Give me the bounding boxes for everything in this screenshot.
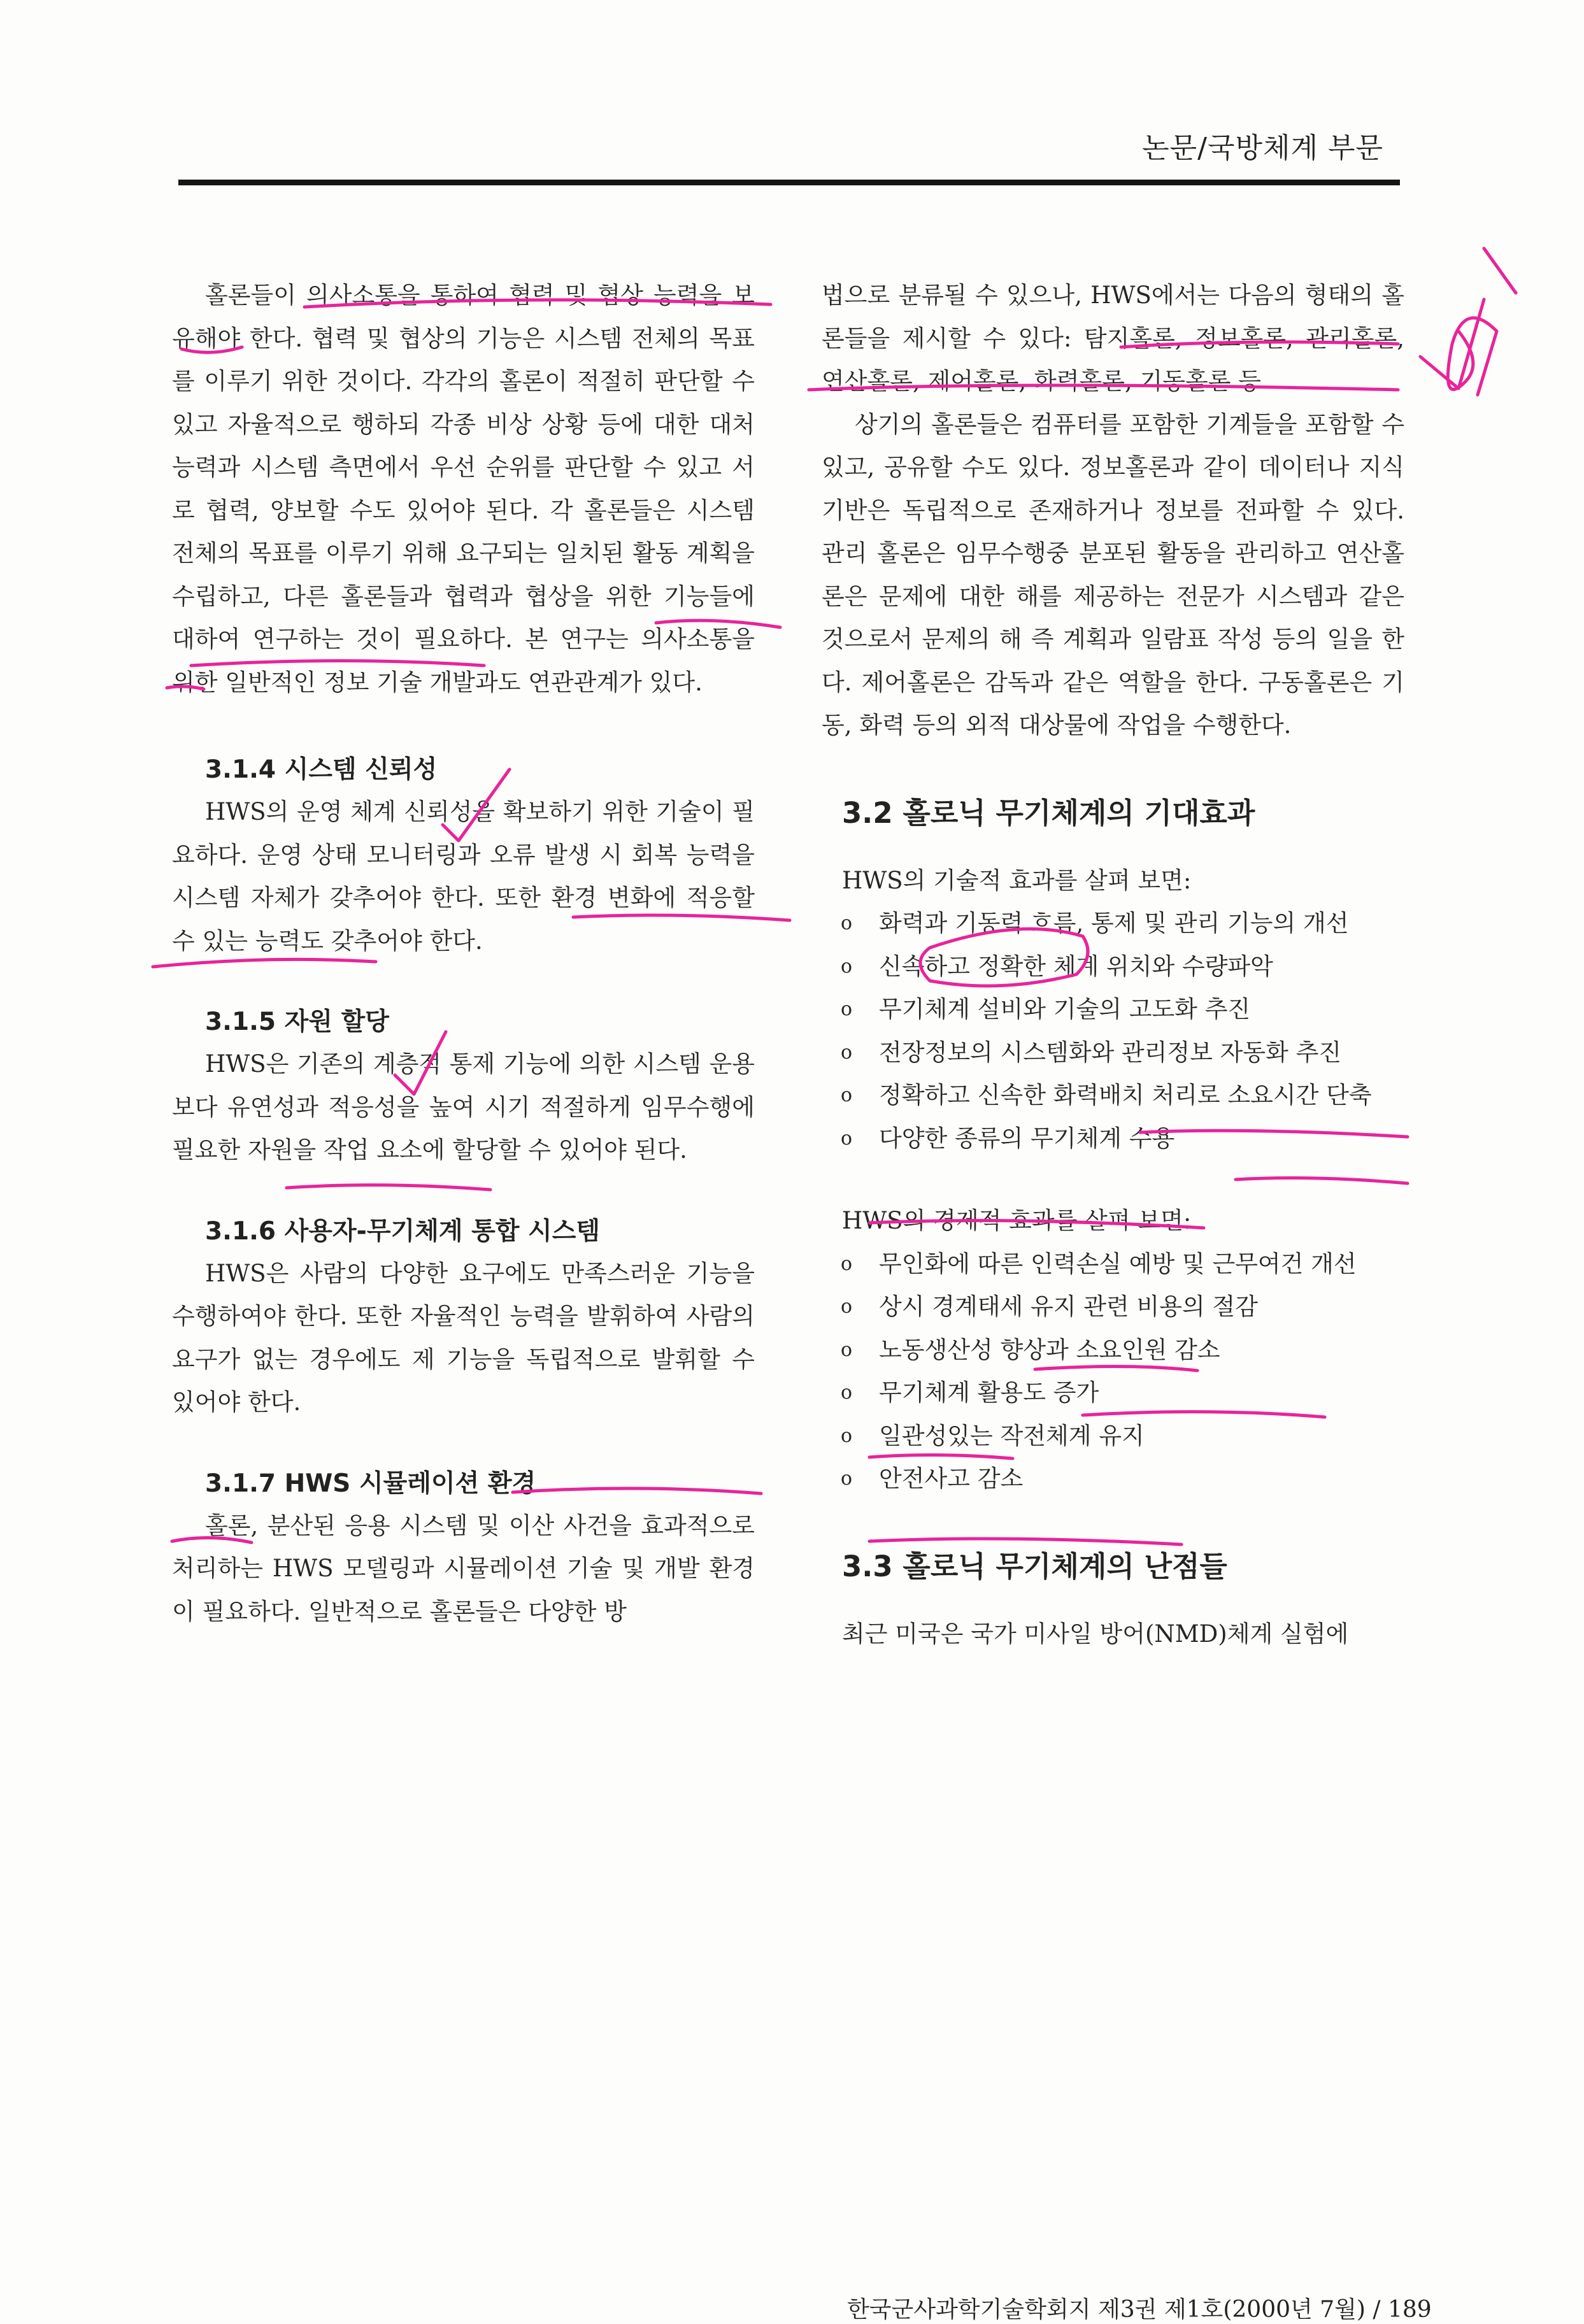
bullet-icon: o [841, 955, 853, 978]
bullet-icon: o [841, 1084, 853, 1106]
economic-effects-label: HWS의 경제적 효과를 살펴 보면: [842, 1207, 1192, 1234]
bullet-icon: o [841, 1041, 853, 1064]
bullet-item [822, 1329, 1404, 1372]
bullet-text: 안전사고 감소 [879, 1465, 1024, 1492]
bullet-item [822, 1371, 1404, 1415]
bullet-item [822, 1031, 1404, 1074]
bullet-text: 화력과 기동력 흐름, 통제 및 관리 기능의 개선 [879, 909, 1349, 937]
bullet-icon: o [841, 1338, 853, 1361]
bullet-icon: o [841, 998, 853, 1020]
bullet-text: 상시 경계태세 유지 관련 비용의 절감 [879, 1293, 1258, 1320]
journal-section-title: 논문/국방체계 부문 [1142, 132, 1383, 164]
bullet-text: 무기체계 활용도 증가 [879, 1379, 1099, 1406]
section-3-1-5-heading: 3.1.5 자원 할당 [205, 1008, 389, 1036]
economic-effects-list [822, 1243, 1404, 1501]
bullet-text: 다양한 종류의 무기체계 수용 [879, 1124, 1175, 1152]
bullet-text: 무인화에 따른 인력손실 예방 및 근무여건 개선 [879, 1250, 1357, 1278]
bullet-icon: o [841, 1252, 853, 1275]
continuation-paragraph: 법으로 분류될 수 있으나, HWS에서는 다음의 형태의 홀론들을 제시할 수 있다: 탐지홀론, 정보홀론, 관리홀론, 연산홀론, 제어홀론, 화력홀론, 기동홀론 등 [822, 282, 1404, 395]
bullet-item [822, 902, 1404, 945]
bullet-text: 일관성있는 작전체계 유지 [879, 1422, 1145, 1450]
intro-paragraph: 홀론들이 의사소통을 통하여 협력 및 협상 능력을 보유해야 한다. 협력 및 협상의 기능은 시스템 전체의 목표를 이루기 위한 것이다. 각각의 홀론이 적절히 판단할 수 있고 자율적으로 행하되 각종 비상 상황 등에 대한 대처 능력과 시스템 측면에서 우선 순위를 판단할 수 있고 서로 협력, 양보할 수도 있어야 된다. 각 홀론들은 시스템 전체의 목표를 이루기 위해 요구되는 일치된 활동 계획을 수립하고, 다른 홀론들과 협력과 협상을 위한 기능들에 대하여 연구하는 것이 필요하다. 본 연구는 의사소통을 위한 일반적인 정보 기술 개발과도 연관관계가 있다. [172, 282, 755, 696]
header-rule [178, 180, 1400, 185]
bullet-icon: o [841, 1295, 853, 1318]
bullet-icon: o [841, 1127, 853, 1150]
section-3-1-4-heading: 3.1.4 시스템 신뢰성 [205, 755, 438, 784]
right-column [822, 274, 1404, 1655]
left-column [172, 274, 755, 1633]
section-3-1-7-body: 홀론, 분산된 응용 시스템 및 이산 사건을 효과적으로 처리하는 HWS 모델링과 시뮬레이션 기술 및 개발 환경이 필요하다. 일반적으로 홀론들은 다양한 방 [172, 1511, 755, 1625]
bullet-text: 신속하고 정확한 체계 위치와 수량파악 [879, 952, 1273, 980]
bullet-icon: o [841, 1424, 853, 1447]
bullet-text: 전장정보의 시스템화와 관리정보 자동화 추진 [879, 1038, 1342, 1066]
bullet-text: 무기체계 설비와 기술의 고도화 추진 [879, 995, 1251, 1023]
bullet-icon: o [841, 1467, 853, 1490]
bullet-text: 노동생산성 향상과 소요인원 감소 [879, 1336, 1220, 1364]
technical-effects-label: HWS의 기술적 효과를 살펴 보면: [842, 866, 1192, 894]
page-footer: 한국군사과학기술학회지 제3권 제1호(2000년 7월) / 189 [847, 2297, 1432, 2323]
bullet-icon: o [841, 912, 853, 934]
bullet-item [822, 1117, 1404, 1160]
section-3-1-4-body: HWS의 운영 체계 신뢰성을 확보하기 위한 기술이 필요하다. 운영 상태 모니터링과 오류 발생 시 회복 능력을 시스템 자체가 갖추어야 한다. 또한 환경 변화에 적응할 수 있는 능력도 갖추어야 한다. [172, 798, 755, 955]
holon-types-paragraph: 상기의 홀론들은 컴퓨터를 포함한 기계들을 포함할 수 있고, 공유할 수도 있다. 정보홀론과 같이 데이터나 지식 기반은 독립적으로 존재하거나 정보를 전파할 수 있다. 관리 홀론은 임무수행중 분포된 활동을 관리하고 연산홀론은 문제에 대한 해를 제공하는 전문가 시스템과 같은 것으로서 문제의 해 즉 계획과 일람표 작성 등의 일을 한다. 제어홀론은 감독과 같은 역할을 한다. 구동홀론은 기동, 화력 등의 외적 대상물에 작업을 수행한다. [822, 410, 1404, 739]
section-3-3-body: 최근 미국은 국가 미사일 방어(NMD)체계 실험에 [842, 1620, 1349, 1648]
signature-mark [1420, 248, 1516, 395]
section-3-3-heading: 3.3 홀로닉 무기체계의 난점들 [842, 1549, 1227, 1583]
bullet-item [822, 1074, 1404, 1117]
bullet-item [822, 988, 1404, 1031]
section-3-1-6-heading: 3.1.6 사용자-무기체계 통합 시스템 [205, 1216, 601, 1246]
section-3-1-6-body: HWS은 사람의 다양한 요구에도 만족스러운 기능을 수행하여야 한다. 또한 자율적인 능력을 발휘하여 사람의 요구가 없는 경우에도 제 기능을 독립적으로 발휘할 수 있어야 한다. [172, 1259, 755, 1416]
technical-effects-list [822, 902, 1404, 1160]
bullet-item [822, 1243, 1404, 1286]
bullet-text: 정확하고 신속한 화력배치 처리로 소요시간 단축 [879, 1081, 1372, 1109]
bullet-item [822, 1457, 1404, 1501]
section-3-1-7-heading: 3.1.7 HWS 시뮬레이션 환경 [205, 1469, 536, 1498]
bullet-item [822, 945, 1404, 988]
section-3-2-heading: 3.2 홀로닉 무기체계의 기대효과 [842, 795, 1255, 830]
bullet-item [822, 1415, 1404, 1458]
section-3-1-5-body: HWS은 기존의 계층적 통제 기능에 의한 시스템 운용보다 유연성과 적응성을 높여 시기 적절하게 임무수행에 필요한 자원을 작업 요소에 할당할 수 있어야 된다. [172, 1050, 755, 1164]
bullet-icon: o [841, 1381, 853, 1404]
bullet-item [822, 1285, 1404, 1329]
